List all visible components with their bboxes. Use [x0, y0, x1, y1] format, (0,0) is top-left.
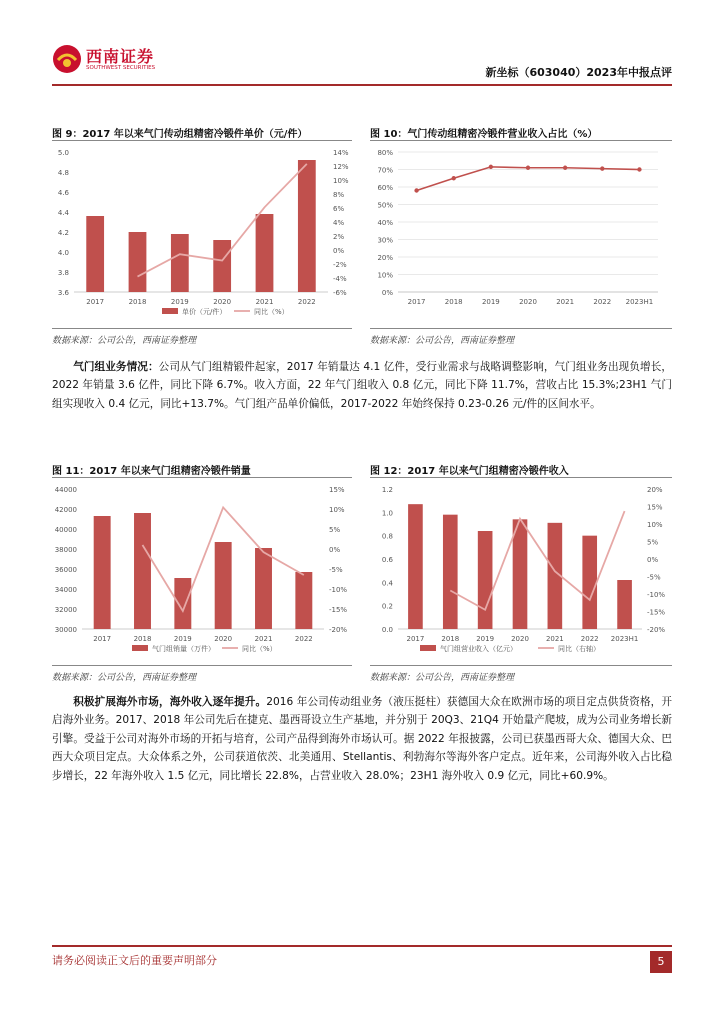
legend-label: 同比（右轴）: [558, 645, 600, 653]
y-tick-label: 34000: [54, 586, 77, 594]
x-tick-label: 2017: [86, 298, 105, 306]
y2-tick-label: -10%: [647, 591, 666, 599]
x-tick-label: 2018: [441, 635, 460, 643]
legend-label: 同比（%）: [254, 308, 289, 316]
y2-tick-label: 6%: [333, 205, 345, 213]
x-tick-label: 2022: [593, 298, 612, 306]
x-tick-label: 2023H1: [625, 298, 654, 306]
data-point: [563, 166, 567, 170]
fig11-chart: [52, 479, 354, 665]
data-point: [526, 166, 530, 170]
bar: [174, 578, 191, 629]
bar: [513, 519, 528, 629]
legend-label: 气门组营业收入（亿元）: [440, 645, 517, 653]
y-tick-label: 40000: [54, 526, 77, 534]
y2-tick-label: 4%: [333, 219, 345, 227]
fig10-chart: [370, 142, 672, 328]
fig-title-rule: [52, 477, 352, 478]
bar: [94, 516, 111, 629]
y-tick-label: 1.0: [381, 509, 393, 518]
x-tick-label: 2020: [213, 298, 232, 306]
y-tick-label: 4.2: [57, 229, 69, 237]
logo-emblem-icon: [52, 44, 82, 74]
y-tick-label: 0.6: [381, 556, 393, 564]
x-tick-label: 2018: [128, 298, 147, 306]
y2-tick-label: -10%: [329, 586, 348, 594]
y2-tick-label: 5%: [329, 526, 341, 534]
y-tick-label: 5.0: [57, 149, 69, 157]
fig10-source: 数据来源：公司公告，西南证券整理: [370, 336, 515, 346]
y2-tick-label: -20%: [647, 626, 666, 634]
x-tick-label: 2021: [556, 298, 575, 306]
y2-tick-label: 15%: [647, 503, 663, 512]
fig-bottom-rule: [52, 328, 352, 329]
y2-tick-label: -15%: [647, 608, 666, 617]
y-tick-label: 60%: [377, 184, 393, 192]
logo: [52, 44, 182, 76]
x-tick-label: 2018: [133, 635, 152, 643]
data-point: [637, 167, 641, 171]
y-tick-label: 30%: [377, 236, 393, 245]
y2-tick-label: 0%: [333, 247, 345, 255]
y2-tick-label: 10%: [647, 521, 663, 529]
y-tick-label: 4.8: [57, 169, 69, 177]
fig9-chart: [52, 142, 354, 328]
bar: [255, 548, 272, 629]
y2-tick-label: 15%: [329, 486, 345, 494]
y2-tick-label: 14%: [333, 149, 349, 157]
x-tick-label: 2020: [214, 635, 233, 643]
y2-tick-label: -4%: [333, 275, 347, 283]
legend-swatch-bar: [162, 308, 178, 314]
y2-tick-label: 10%: [333, 177, 349, 185]
fig11-title: 图 11：2017 年以来气门组精密冷锻件销量: [52, 466, 251, 477]
bar: [443, 515, 458, 629]
report-title: 新坐标（603040）2023年中报点评: [485, 66, 672, 79]
series-line: [450, 511, 624, 610]
y-tick-label: 30000: [54, 626, 77, 634]
y-tick-label: 0.8: [381, 532, 393, 541]
y2-tick-label: -5%: [329, 566, 343, 574]
fig-bottom-rule: [370, 328, 672, 329]
paragraph-lead: 积极扩展海外市场，海外收入逐年提升。: [73, 696, 267, 708]
fig12-chart: [370, 479, 672, 665]
data-point: [600, 166, 604, 170]
header-rule: [52, 84, 672, 86]
y2-tick-label: 10%: [329, 506, 345, 514]
y2-tick-label: -6%: [333, 289, 347, 297]
paragraph-overseas: [52, 693, 672, 785]
x-tick-label: 2021: [254, 635, 273, 643]
bar: [213, 240, 231, 292]
bar: [134, 513, 151, 629]
fig9-title: 图 9：2017 年以来气门传动组精密冷锻件单价（元/件）: [52, 129, 308, 140]
y-tick-label: 44000: [54, 486, 77, 494]
y-tick-label: 42000: [54, 506, 77, 514]
y-tick-label: 80%: [377, 149, 393, 157]
data-point: [452, 176, 456, 180]
y-tick-label: 0.4: [381, 579, 393, 588]
x-tick-label: 2018: [444, 298, 463, 306]
fig-title-rule: [370, 477, 672, 478]
fig-title-rule: [52, 140, 352, 141]
bar: [171, 234, 189, 292]
bar: [478, 531, 493, 629]
x-tick-label: 2017: [406, 635, 425, 643]
fig12-title: 图 12：2017 年以来气门组精密冷锻件收入: [370, 466, 569, 477]
fig-bottom-rule: [370, 665, 672, 666]
bar: [298, 160, 316, 292]
footer-disclaimer: 请务必阅读正文后的重要声明部分: [52, 954, 217, 967]
logo-cn: 西南证券: [86, 47, 155, 66]
page-number: 5: [650, 951, 672, 973]
fig11-source: 数据来源：公司公告，西南证券整理: [52, 673, 197, 683]
y-tick-label: 70%: [377, 166, 393, 175]
x-tick-label: 2021: [545, 635, 564, 643]
footer-rule: [52, 945, 672, 947]
x-tick-label: 2019: [481, 298, 500, 306]
x-tick-label: 2019: [170, 298, 189, 306]
bar: [215, 542, 232, 629]
y-tick-label: 3.8: [57, 269, 69, 277]
y-tick-label: 36000: [54, 566, 77, 574]
x-tick-label: 2021: [255, 298, 274, 306]
y-tick-label: 4.0: [57, 249, 69, 257]
y-tick-label: 32000: [54, 606, 77, 614]
y2-tick-label: -2%: [333, 261, 347, 269]
bar: [408, 504, 423, 629]
x-tick-label: 2022: [580, 635, 599, 643]
y2-tick-label: 2%: [333, 233, 345, 241]
x-tick-label: 2019: [173, 635, 192, 643]
x-tick-label: 2020: [511, 635, 529, 643]
fig9-source: 数据来源：公司公告，西南证券整理: [52, 336, 197, 346]
x-tick-label: 2017: [93, 635, 112, 643]
legend-label: 气门组销量（万件）: [152, 645, 215, 653]
bar: [295, 572, 312, 629]
legend-label: 单价（元/件）: [182, 308, 227, 316]
x-tick-label: 2019: [476, 635, 495, 643]
y-tick-label: 50%: [377, 201, 393, 210]
y-tick-label: 38000: [54, 546, 77, 554]
data-point: [414, 188, 418, 192]
paragraph-valve-business: [52, 358, 672, 413]
fig12-source: 数据来源：公司公告，西南证券整理: [370, 673, 515, 683]
x-tick-label: 2020: [519, 298, 537, 306]
y2-tick-label: 8%: [333, 191, 345, 199]
x-tick-label: 2022: [294, 635, 313, 643]
bar: [86, 216, 104, 292]
y2-tick-label: 12%: [333, 163, 349, 171]
y2-tick-label: 0%: [647, 556, 659, 564]
legend-swatch-bar: [132, 645, 148, 651]
y-tick-label: 0%: [381, 289, 393, 297]
legend-label: 同比（%）: [242, 645, 277, 653]
bar: [256, 214, 274, 292]
fig-title-rule: [370, 140, 672, 141]
legend-swatch-bar: [420, 645, 436, 651]
y-tick-label: 0.2: [381, 602, 393, 611]
y-tick-label: 4.6: [57, 189, 69, 197]
fig-bottom-rule: [52, 665, 352, 666]
bar: [582, 536, 597, 629]
series-line: [138, 164, 307, 277]
y2-tick-label: 5%: [647, 538, 659, 547]
y2-tick-label: -20%: [329, 626, 348, 634]
logo-en: SOUTHWEST SECURITIES: [86, 65, 156, 71]
x-tick-label: 2023H1: [610, 635, 639, 643]
y-tick-label: 0.0: [381, 626, 393, 634]
y2-tick-label: -15%: [329, 606, 348, 614]
fig10-title: 图 10：气门传动组精密冷锻件营业收入占比（%）: [370, 129, 598, 140]
y2-tick-label: 20%: [647, 486, 663, 494]
x-tick-label: 2022: [297, 298, 316, 306]
y-tick-label: 20%: [377, 254, 393, 262]
y-tick-label: 1.2: [381, 486, 393, 494]
paragraph-body: 2016 年公司传动组业务（液压挺柱）获德国大众在欧洲市场的项目定点供货资格，开启海外业务。2017、2018 年公司先后在捷克、墨西哥设立生产基地，并分别于 20Q3、21Q4 开始量产爬坡，成为公司业务增长新引擎。受益于公司对海外市场的开拓与培育，公司产品得到海外市场认可。据 2022 年报披露，公司已获墨西哥大众、德国大众、巴西大众项目定点。大众体系之外，公司获道依茨、北美通用、Stellantis、利勃海尔等海外客户定点。近年来，公司海外收入占比稳步增长，22 年海外收入 1.5 亿元，同比增长 22.8%，占营业收入 28.0%；23H1 海外收入 0.9 亿元，同比+60.9%。: [52, 696, 673, 782]
y2-tick-label: 0%: [329, 546, 341, 554]
paragraph-lead: 气门组业务情况：: [73, 361, 159, 373]
x-tick-label: 2017: [407, 298, 426, 306]
y-tick-label: 4.4: [57, 209, 69, 217]
bar: [617, 580, 632, 629]
data-point: [489, 165, 493, 169]
y-tick-label: 3.6: [57, 289, 69, 297]
y2-tick-label: -5%: [647, 573, 661, 582]
paragraph-body: 公司从气门组精锻件起家，2017 年销量达 4.1 亿件，受行业需求与战略调整影响，气门组业务出现负增长，2022 年销量 3.6 亿件，同比下降 6.7%。收入方面，22 年气门组收入 0.8 亿元，同比下降 11.7%，营收占比 15.3%;23H1 气门组实现收入 0.4 亿元，同比+13.7%。气门组产品单价偏低，2017-2022 年始终保持 0.23-0.26 元/件的区间水平。: [52, 361, 673, 410]
y-tick-label: 10%: [377, 271, 393, 280]
bar: [129, 232, 147, 292]
y-tick-label: 40%: [377, 219, 393, 227]
